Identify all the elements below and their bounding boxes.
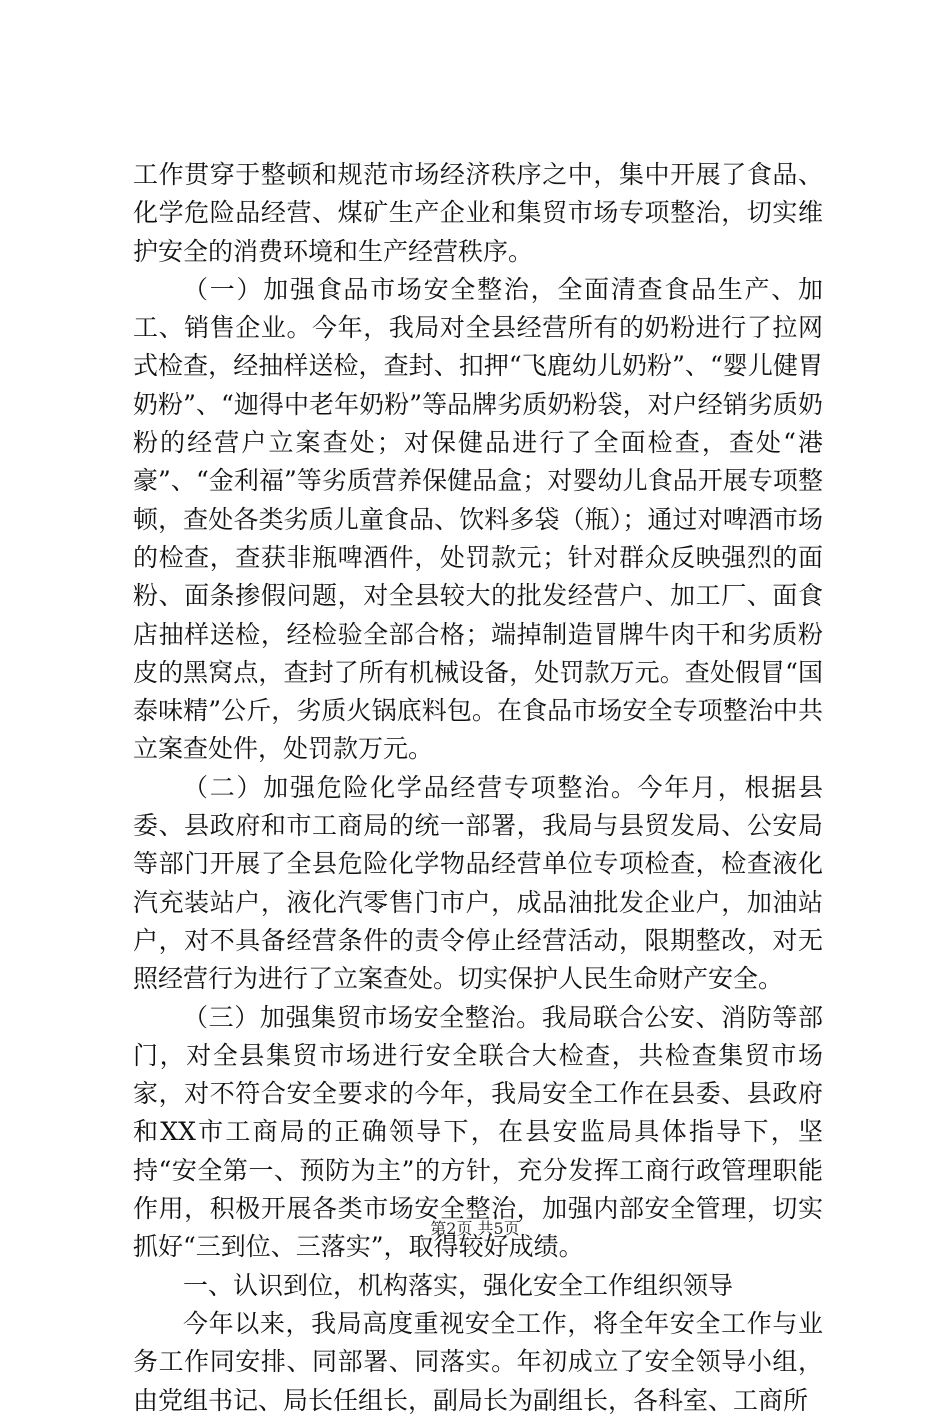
paragraph-intro: 工作贯穿于整顿和规范市场经济秩序之中，集中开展了食品、化学危险品经营、煤矿生产企业和集贸市场专项整治，切实维护安全的消费环境和生产经营秩序。 [133,160,823,266]
paragraph-food-safety: （一）加强食品市场安全整治，全面清查食品生产、加工、销售企业。今年，我局对全县经营所有的奶粉进行了拉网式检查，经抽样送检，查封、扣押“飞鹿幼儿奶粉”、“婴儿健胃奶粉”、“迦得中老年奶粉”等品牌劣质奶粉袋，对户经销劣质奶粉的经营户立案查处；对保健品进行了全面检查，查处“港豪”、“金利福”等劣质营养保健品盒；对婴幼儿食品开展专项整顿，查处各类劣质儿童食品、饮料多袋（瓶）；通过对啤酒市场的检查，查获非瓶啤酒件，处罚款元；针对群众反映强烈的面粉、面条掺假问题，对全县较大的批发经营户、加工厂、面食店抽样送检，经检验全部合格；端掉制造冒牌牛肉干和劣质粉皮的黑窝点，查封了所有机械设备，处罚款万元。查处假冒“国泰味精”公斤，劣质火锅底料包。在食品市场安全专项整治中共立案查处件，处罚款万元。 [133,274,823,764]
section-heading: 一、认识到位，机构落实，强化安全工作组织领导 [183,1270,734,1300]
paragraph-hazardous-chemicals: （二）加强危险化学品经营专项整治。今年月，根据县委、县政府和市工商局的统一部署，我局与县贸发局、公安局等部门开展了全县危险化学物品经营单位专项检查，检查液化汽充装站户，液化汽零售门市户，成品油批发企业户，加油站户，对不具备经营条件的责令停止经营活动，限期整改，对无照经营行为进行了立案查处。切实保护人民生命财产安全。 [133,772,823,994]
paragraph-organization: 今年以来，我局高度重视安全工作，将全年安全工作与业务工作同安排、同部署、同落实。年初成立了安全领导小组，由党组书记、局长任组长，副局长为副组长，各科室、工商所 [133,1308,823,1415]
page-footer: 第2页 共5页 [430,1219,520,1238]
paragraph-market-safety: （三）加强集贸市场安全整治。我局联合公安、消防等部门，对全县集贸市场进行安全联合大检查，共检查集贸市场家，对不符合安全要求的今年，我局安全工作在县委、县政府和XX市工商局的正确领导下，在县安监局具体指导下，坚持“安全第一、预防为主”的方针，充分发挥工商行政管理职能作用，积极开展各类市场安全整治，加强内部安全管理，切实抓好“三到位、三落实”，取得较好成绩。 [133,1002,823,1262]
